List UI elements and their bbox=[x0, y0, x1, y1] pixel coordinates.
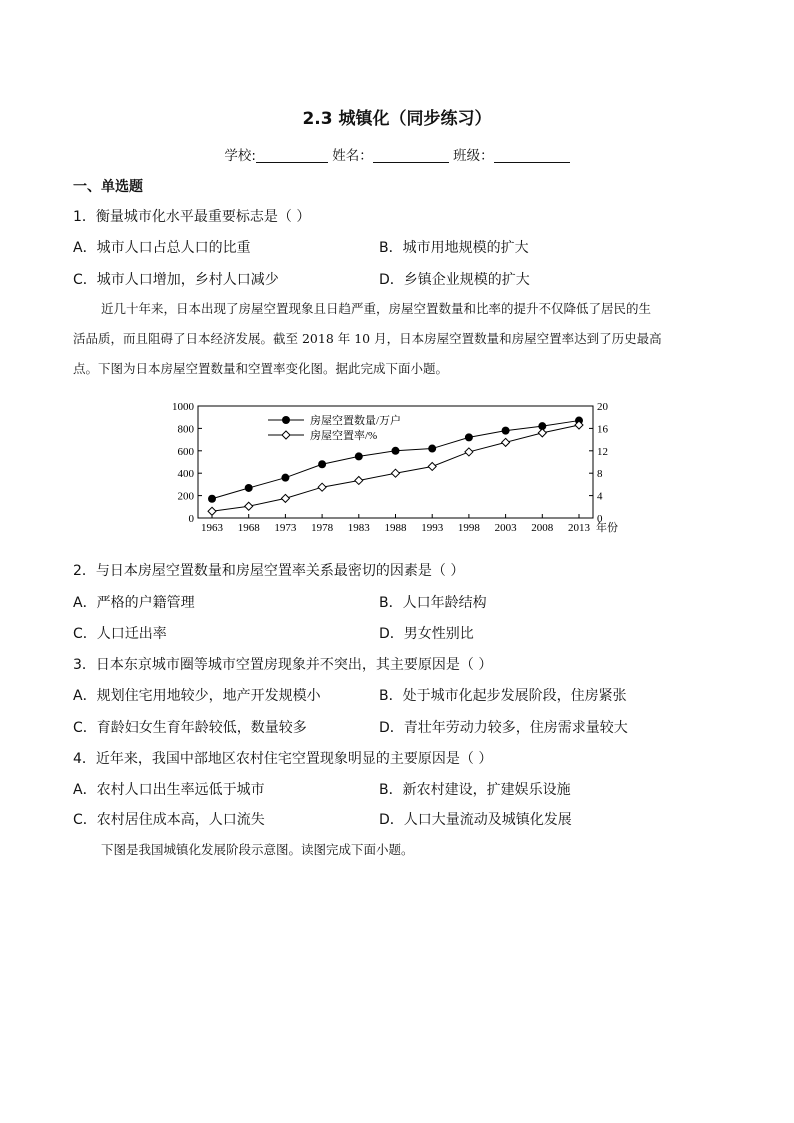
vacancy-chart bbox=[160, 396, 630, 540]
page-title: 2.3 城镇化（同步练习） bbox=[302, 109, 492, 129]
question-2-option-b[interactable]: B．人口年龄结构 bbox=[379, 595, 487, 611]
data-point-filled-circle bbox=[392, 447, 400, 455]
question-2-option-d[interactable]: D．男女性别比 bbox=[379, 626, 474, 642]
series-line bbox=[212, 421, 579, 499]
section-heading: 一、单选题 bbox=[73, 179, 143, 195]
y-left-tick-label: 200 bbox=[177, 490, 194, 503]
question-1-option-b[interactable]: B．城市用地规模的扩大 bbox=[379, 240, 529, 256]
y-left-tick-label: 800 bbox=[177, 423, 194, 436]
school-blank[interactable] bbox=[256, 148, 328, 163]
passage-line: 点。下图为日本房屋空置数量和空置率变化图。据此完成下面小题。 bbox=[73, 361, 449, 376]
school-label: 学校: bbox=[224, 148, 256, 164]
name-label: 姓名： bbox=[332, 148, 373, 164]
series-line bbox=[212, 425, 579, 511]
legend-label: 房屋空置率/% bbox=[310, 430, 378, 442]
question-1-stem: 1．衡量城市化水平最重要标志是（ ） bbox=[73, 209, 311, 225]
data-point-filled-circle bbox=[428, 445, 436, 453]
passage-line: 活品质，而且阻碍了日本经济发展。截至 2018 年 10 月，日本房屋空置数量和房屋空置率达到了历史最高 bbox=[73, 331, 662, 346]
y-right-tick-label: 0 bbox=[597, 513, 603, 525]
y-right-tick-label: 8 bbox=[597, 468, 603, 481]
data-point-filled-circle bbox=[465, 433, 473, 441]
data-point-filled-circle bbox=[281, 474, 289, 482]
data-point-open-diamond bbox=[282, 431, 290, 439]
y-right-tick-label: 20 bbox=[597, 401, 608, 413]
question-1-option-d[interactable]: D．乡镇企业规模的扩大 bbox=[379, 272, 530, 288]
passage-line: 近几十年来，日本出现了房屋空置现象且日趋严重，房屋空置数量和比率的提升不仅降低了居民的生 bbox=[101, 301, 652, 316]
x-tick-label: 2003 bbox=[494, 522, 517, 534]
question-3-option-b[interactable]: B．处于城市化起步发展阶段，住房紧张 bbox=[379, 688, 627, 704]
y-right-tick-label: 4 bbox=[597, 490, 603, 503]
x-tick-label: 1978 bbox=[311, 522, 334, 534]
question-3-option-d[interactable]: D．青壮年劳动力较多，住房需求量较大 bbox=[379, 720, 628, 736]
question-2-stem: 2．与日本房屋空置数量和房屋空置率关系最密切的因素是（ ） bbox=[73, 563, 465, 579]
y-left-tick-label: 600 bbox=[177, 445, 194, 458]
x-tick-label: 1998 bbox=[457, 522, 480, 534]
y-right-tick-label: 16 bbox=[597, 423, 608, 436]
data-point-open-diamond bbox=[428, 462, 436, 470]
question-4-stem: 4．近年来，我国中部地区农村住宅空置现象明显的主要原因是（ ） bbox=[73, 751, 493, 767]
data-point-filled-circle bbox=[245, 484, 253, 492]
x-tick-label: 1983 bbox=[347, 522, 370, 534]
data-point-open-diamond bbox=[245, 502, 253, 510]
x-tick-label: 1973 bbox=[274, 522, 297, 534]
y-right-tick-label: 12 bbox=[597, 445, 608, 458]
x-tick-label: 2013 bbox=[568, 522, 590, 534]
data-point-filled-circle bbox=[355, 452, 363, 460]
class-blank[interactable] bbox=[494, 148, 570, 163]
x-unit-label: 年份 bbox=[596, 522, 618, 534]
question-3-option-c[interactable]: C．育龄妇女生育年龄较低，数量较多 bbox=[73, 720, 307, 736]
question-3-option-a[interactable]: A．规划住宅用地较少，地产开发规模小 bbox=[73, 688, 321, 704]
data-point-open-diamond bbox=[502, 438, 510, 446]
data-point-open-diamond bbox=[318, 483, 326, 491]
data-point-open-diamond bbox=[538, 429, 546, 437]
y-left-tick-label: 0 bbox=[188, 513, 194, 525]
passage-urbanization-stages bbox=[73, 835, 723, 865]
question-4-option-d[interactable]: D．人口大量流动及城镇化发展 bbox=[379, 812, 572, 828]
data-point-open-diamond bbox=[392, 469, 400, 477]
question-2-option-c[interactable]: C．人口迁出率 bbox=[73, 626, 167, 642]
data-point-filled-circle bbox=[208, 495, 216, 503]
y-left-tick-label: 400 bbox=[177, 468, 194, 481]
data-point-filled-circle bbox=[282, 416, 290, 424]
question-4-option-c[interactable]: C．农村居住成本高，人口流失 bbox=[73, 812, 265, 828]
x-tick-label: 1968 bbox=[237, 522, 260, 534]
question-4-option-a[interactable]: A．农村人口出生率远低于城市 bbox=[73, 782, 265, 798]
passage-line: 下图是我国城镇化发展阶段示意图。读图完成下面小题。 bbox=[101, 842, 414, 857]
data-point-filled-circle bbox=[502, 427, 510, 435]
x-tick-label: 1963 bbox=[201, 522, 223, 534]
data-point-open-diamond bbox=[208, 507, 216, 515]
legend-label: 房屋空置数量/万户 bbox=[310, 415, 402, 427]
y-left-tick-label: 1000 bbox=[172, 401, 194, 413]
class-label: 班级： bbox=[453, 148, 494, 164]
student-info-line bbox=[0, 144, 794, 164]
data-point-open-diamond bbox=[281, 494, 289, 502]
passage-japan-vacancy bbox=[73, 294, 723, 384]
question-1-option-a[interactable]: A．城市人口占总人口的比重 bbox=[73, 240, 251, 256]
question-3-stem: 3．日本东京城市圈等城市空置房现象并不突出，其主要原因是（ ） bbox=[73, 657, 493, 673]
x-tick-label: 2008 bbox=[531, 522, 554, 534]
question-2-option-a[interactable]: A．严格的户籍管理 bbox=[73, 595, 195, 611]
question-1-option-c[interactable]: C．城市人口增加，乡村人口减少 bbox=[73, 272, 279, 288]
data-point-filled-circle bbox=[318, 460, 326, 468]
x-tick-label: 1993 bbox=[421, 522, 444, 534]
data-point-open-diamond bbox=[355, 476, 363, 484]
data-point-open-diamond bbox=[465, 448, 473, 456]
x-tick-label: 1988 bbox=[384, 522, 407, 534]
name-blank[interactable] bbox=[373, 148, 449, 163]
question-4-option-b[interactable]: B．新农村建设，扩建娱乐设施 bbox=[379, 782, 571, 798]
